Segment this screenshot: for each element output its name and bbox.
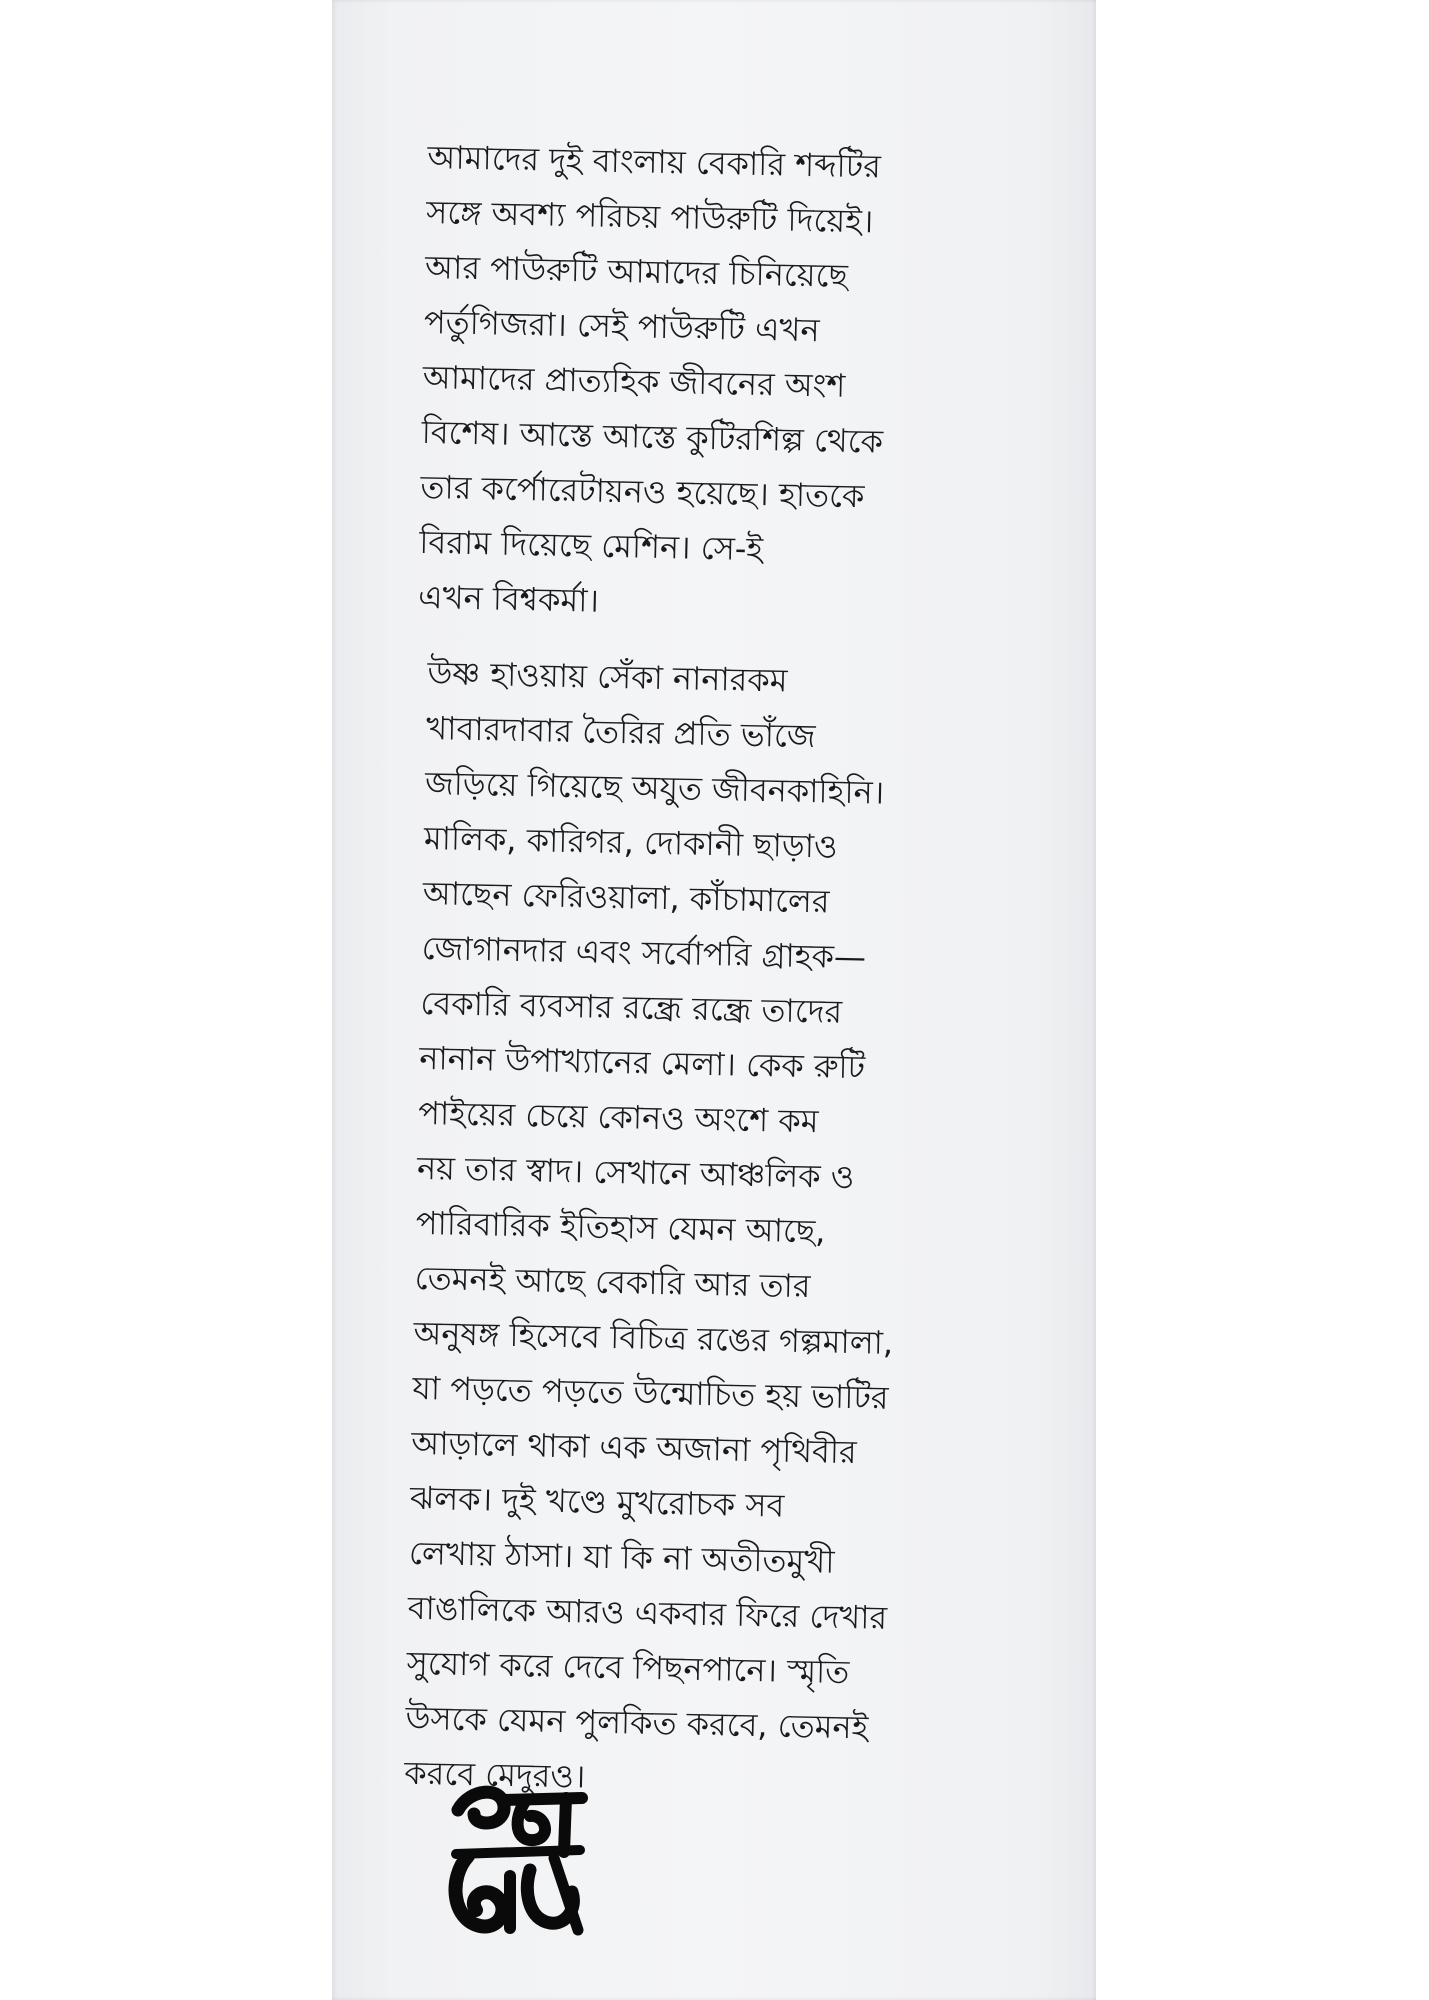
blurb-paragraph-2: উষ্ণ হাওয়ায় সেঁকা নানারকম খাবারদাবার তৈরির প্রতি ভাঁজে জড়িয়ে গিয়েছে অযুত জীবনকাহিনি। মালিক, কারিগর, দোকানী ছাড়াও আছেন ফেরিওয়ালা, কাঁচামালের জোগানদার এবং সর্বোপরি গ্রাহক— বেকারি ব্যবসার রন্ধ্রে রন্ধ্রে তাদের নানান উপাখ্যানের মেলা। কেক রুটি পাইয়ের চেয়ে কোনও অংশে কম নয় তার স্বাদ। সেখানে আঞ্চলিক ও পারিবারিক ইতিহাস যেমন আছে, তেমনই আছে বেকারি আর তার অনুষঙ্গ হিসেবে বিচিত্র রঙের গল্পমালা, যা পড়তে পড়তে উন্মোচিত হয় ভাটির আড়ালে থাকা এক অজানা পৃথিবীর ঝলক। দুই খণ্ডে মুখরোচক সব লেখায় ঠাসা। যা কি না অতীতমুখী বাঙালিকে আরও একবার ফিরে দেখার সুযোগ করে দেবে পিছনপানে। স্মৃতি উসকে যেমন পুলকিত করবে, তেমনই করবে মেদুরও। bbox=[404, 653, 894, 1796]
blurb-paragraph-1: আমাদের দুই বাংলায় বেকারি শব্দটির সঙ্গে অবশ্য পরিচয় পাউরুটি দিয়েই। আর পাউরুটি আমাদের চিনিয়েছে পর্তুগিজরা। সেই পাউরুটি এখন আমাদের প্রাত্যহিক জীবনের অংশ বিশেষ। আস্তে আস্তে কুটিরশিল্প থেকে তার কর্পোরেটায়নও হয়েছে। হাতকে বিরাম দিয়েছে মেশিন। সে-ই এখন বিশ্বকর্মা। bbox=[417, 137, 884, 620]
publisher-logo-icon bbox=[440, 1780, 592, 1940]
